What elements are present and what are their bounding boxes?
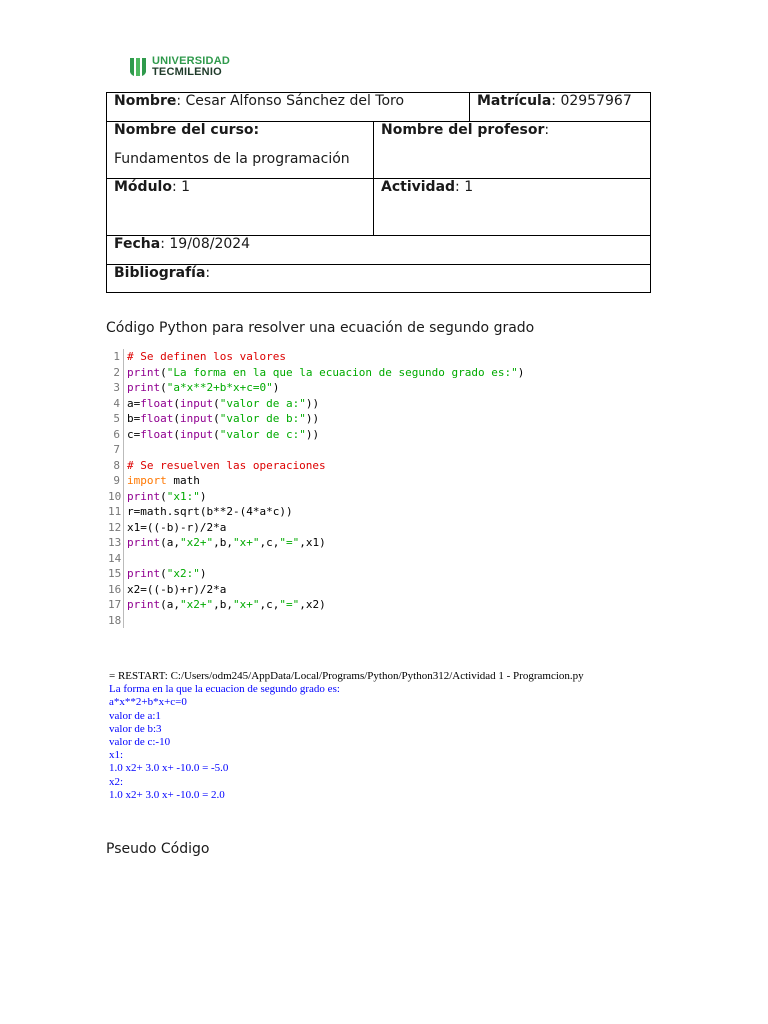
- line-number: 7: [108, 442, 124, 458]
- code-text: [127, 473, 200, 489]
- code-token: ,x1): [299, 536, 326, 549]
- python-code-screenshot: [108, 349, 524, 628]
- modulo-value: : 1: [171, 179, 191, 195]
- line-number: 6: [108, 427, 124, 443]
- line-number: 1: [108, 349, 124, 365]
- actividad-value: : 1: [455, 179, 474, 195]
- code-token: "x1:": [166, 489, 200, 503]
- code-token: "x2:": [166, 567, 200, 580]
- code-token: (: [213, 396, 220, 410]
- shell-output-line: x1:: [109, 749, 124, 762]
- code-line: [108, 396, 524, 412]
- code-line: [108, 520, 524, 536]
- code-token: (: [160, 365, 167, 379]
- code-token: print: [127, 536, 161, 549]
- line-number: 11: [108, 504, 124, 520]
- code-token: "=": [279, 598, 300, 611]
- code-token: print: [127, 365, 161, 379]
- code-line: [108, 411, 524, 427]
- code-text: [127, 566, 207, 582]
- modulo-cell: [107, 179, 374, 236]
- code-token: "a*x**2+b*x+c=0": [166, 381, 273, 394]
- code-text: [127, 582, 226, 598]
- code-token: (a,: [160, 598, 180, 611]
- line-number: 17: [108, 597, 124, 613]
- profesor-value: :: [544, 122, 550, 138]
- code-token: (: [160, 381, 167, 394]
- code-line: [108, 442, 524, 458]
- code-token: (: [173, 396, 180, 410]
- code-token: (: [160, 489, 167, 503]
- code-token: "valor de b:": [219, 412, 306, 425]
- line-number: 5: [108, 411, 124, 427]
- shell-output-line: valor de b:3: [109, 722, 162, 735]
- curso-label: Nombre del curso:: [114, 122, 260, 138]
- actividad-cell: [374, 179, 651, 236]
- code-line: [108, 365, 524, 381]
- code-token: (: [213, 412, 220, 425]
- code-line: [108, 582, 524, 598]
- fecha-value: : 19/08/2024: [160, 236, 251, 252]
- code-token: (: [213, 427, 220, 441]
- code-line: [108, 597, 524, 613]
- code-token: ,b,: [213, 536, 233, 549]
- nombre-label: Nombre: [114, 93, 177, 109]
- code-token: x2=((-b)+r)/2*a: [127, 582, 227, 596]
- code-token: "x+": [233, 536, 260, 549]
- code-token: "valor de a:": [219, 396, 306, 410]
- student-info-table: [106, 92, 651, 293]
- curso-cell: [107, 122, 374, 179]
- code-token: "=": [279, 536, 300, 549]
- line-number: 16: [108, 582, 124, 598]
- code-token: x1=((-b)-r)/2*a: [127, 520, 227, 534]
- university-logo: [128, 56, 230, 78]
- code-token: (a,: [160, 536, 180, 549]
- code-token: input: [180, 396, 214, 410]
- profesor-cell: [374, 122, 651, 179]
- code-token: float: [140, 396, 174, 410]
- line-number: 13: [108, 535, 124, 551]
- shell-output-line: = RESTART: C:/Users/odm245/AppData/Local/Programs/Python/Python312/Actividad 1 - Programcion.py: [109, 670, 584, 682]
- code-token: )): [305, 396, 320, 410]
- code-token: ): [199, 489, 207, 503]
- code-token: "valor de c:": [219, 427, 306, 441]
- shell-output-line: La forma en la que la ecuacion de segundo grado es:: [109, 683, 340, 696]
- line-number: 14: [108, 551, 124, 567]
- line-number: 18: [108, 613, 124, 629]
- code-token: print: [127, 598, 161, 611]
- matricula-label: Matrícula: [477, 93, 552, 109]
- code-token: input: [180, 412, 214, 425]
- line-number: 4: [108, 396, 124, 412]
- pseudocode-section-title: Pseudo Código: [106, 841, 210, 857]
- code-token: "x2+": [180, 536, 214, 549]
- bibliografia-value: :: [205, 265, 211, 281]
- python-shell-output: [109, 670, 584, 802]
- line-number: 10: [108, 489, 124, 505]
- modulo-label: Módulo: [114, 179, 172, 195]
- line-number: 15: [108, 566, 124, 582]
- shell-output-line: 1.0 x2+ 3.0 x+ -10.0 = 2.0: [109, 788, 225, 801]
- code-token: r=math.sqrt(b**2-(4*a*c)): [127, 505, 293, 518]
- matricula-cell: [470, 93, 651, 122]
- code-text: [127, 349, 286, 365]
- fecha-cell: [107, 236, 651, 265]
- code-token: # Se resuelven las operaciones: [127, 458, 326, 472]
- code-text: [127, 365, 524, 381]
- code-token: print: [127, 489, 161, 503]
- nombre-value: : Cesar Alfonso Sánchez del Toro: [176, 93, 405, 109]
- code-token: ): [517, 365, 525, 379]
- actividad-label: Actividad: [381, 179, 456, 195]
- code-line: [108, 458, 524, 474]
- shell-output-line: a*x**2+b*x+c=0: [109, 696, 187, 709]
- code-line: [108, 489, 524, 505]
- shell-output-line: x2:: [109, 775, 124, 788]
- tecmilenio-leaf-icon: [128, 56, 148, 78]
- nombre-cell: [107, 93, 470, 122]
- code-token: # Se definen los valores: [127, 350, 286, 363]
- code-token: "x2+": [180, 598, 214, 611]
- line-number: 9: [108, 473, 124, 489]
- code-text: [127, 458, 326, 474]
- code-token: ,c,: [259, 598, 280, 611]
- code-line: [108, 427, 524, 443]
- code-line: [108, 613, 524, 629]
- shell-output-line: valor de a:1: [109, 709, 161, 722]
- logo-line2: TECMILENIO: [152, 66, 222, 78]
- code-token: ,b,: [213, 598, 233, 611]
- fecha-label: Fecha: [114, 236, 161, 252]
- code-token: a=: [127, 396, 141, 410]
- code-token: )): [305, 412, 320, 425]
- code-token: c=: [127, 427, 141, 441]
- code-token: ,c,: [259, 536, 280, 549]
- code-token: float: [140, 412, 174, 425]
- code-line: [108, 473, 524, 489]
- line-number: 2: [108, 365, 124, 381]
- logo-line1: UNIVERSIDAD: [152, 55, 230, 67]
- code-text: [127, 597, 326, 613]
- code-text: [127, 489, 207, 505]
- code-token: (: [160, 567, 167, 580]
- code-line: [108, 551, 524, 567]
- code-token: ): [199, 567, 207, 580]
- line-number: 12: [108, 520, 124, 536]
- code-token: print: [127, 381, 161, 394]
- logo-wordmark: [152, 56, 230, 78]
- code-text: [127, 427, 319, 443]
- code-text: [127, 535, 326, 551]
- line-number: 3: [108, 380, 124, 396]
- code-token: (: [173, 427, 180, 441]
- code-line: [108, 380, 524, 396]
- curso-value: Fundamentos de la programación: [114, 151, 350, 167]
- code-token: (: [173, 412, 180, 425]
- code-token: "La forma en la que la ecuacion de segundo grado es:": [166, 365, 518, 379]
- code-line: [108, 349, 524, 365]
- code-token: print: [127, 567, 161, 580]
- shell-output-line: valor de c:-10: [109, 735, 171, 748]
- line-number: 8: [108, 458, 124, 474]
- code-line: [108, 535, 524, 551]
- bibliografia-cell: [107, 265, 651, 293]
- bibliografia-label: Bibliografía: [114, 265, 206, 281]
- code-token: import: [127, 474, 167, 487]
- code-text: [127, 380, 279, 396]
- code-token: math: [166, 474, 200, 487]
- code-text: [127, 396, 319, 412]
- code-section-title: Código Python para resolver una ecuación de segundo grado: [106, 320, 535, 336]
- code-token: input: [180, 427, 214, 441]
- code-token: ,x2): [299, 598, 326, 611]
- shell-output-line: 1.0 x2+ 3.0 x+ -10.0 = -5.0: [109, 762, 229, 775]
- code-token: ): [272, 381, 280, 394]
- code-token: b=: [127, 412, 141, 425]
- code-line: [108, 504, 524, 520]
- code-token: )): [305, 427, 320, 441]
- code-line: [108, 566, 524, 582]
- code-token: float: [140, 427, 174, 441]
- profesor-label: Nombre del profesor: [381, 122, 545, 138]
- matricula-value: : 02957967: [551, 93, 632, 109]
- code-text: [127, 411, 319, 427]
- code-token: "x+": [233, 598, 260, 611]
- code-text: [127, 504, 293, 520]
- code-text: [127, 520, 226, 536]
